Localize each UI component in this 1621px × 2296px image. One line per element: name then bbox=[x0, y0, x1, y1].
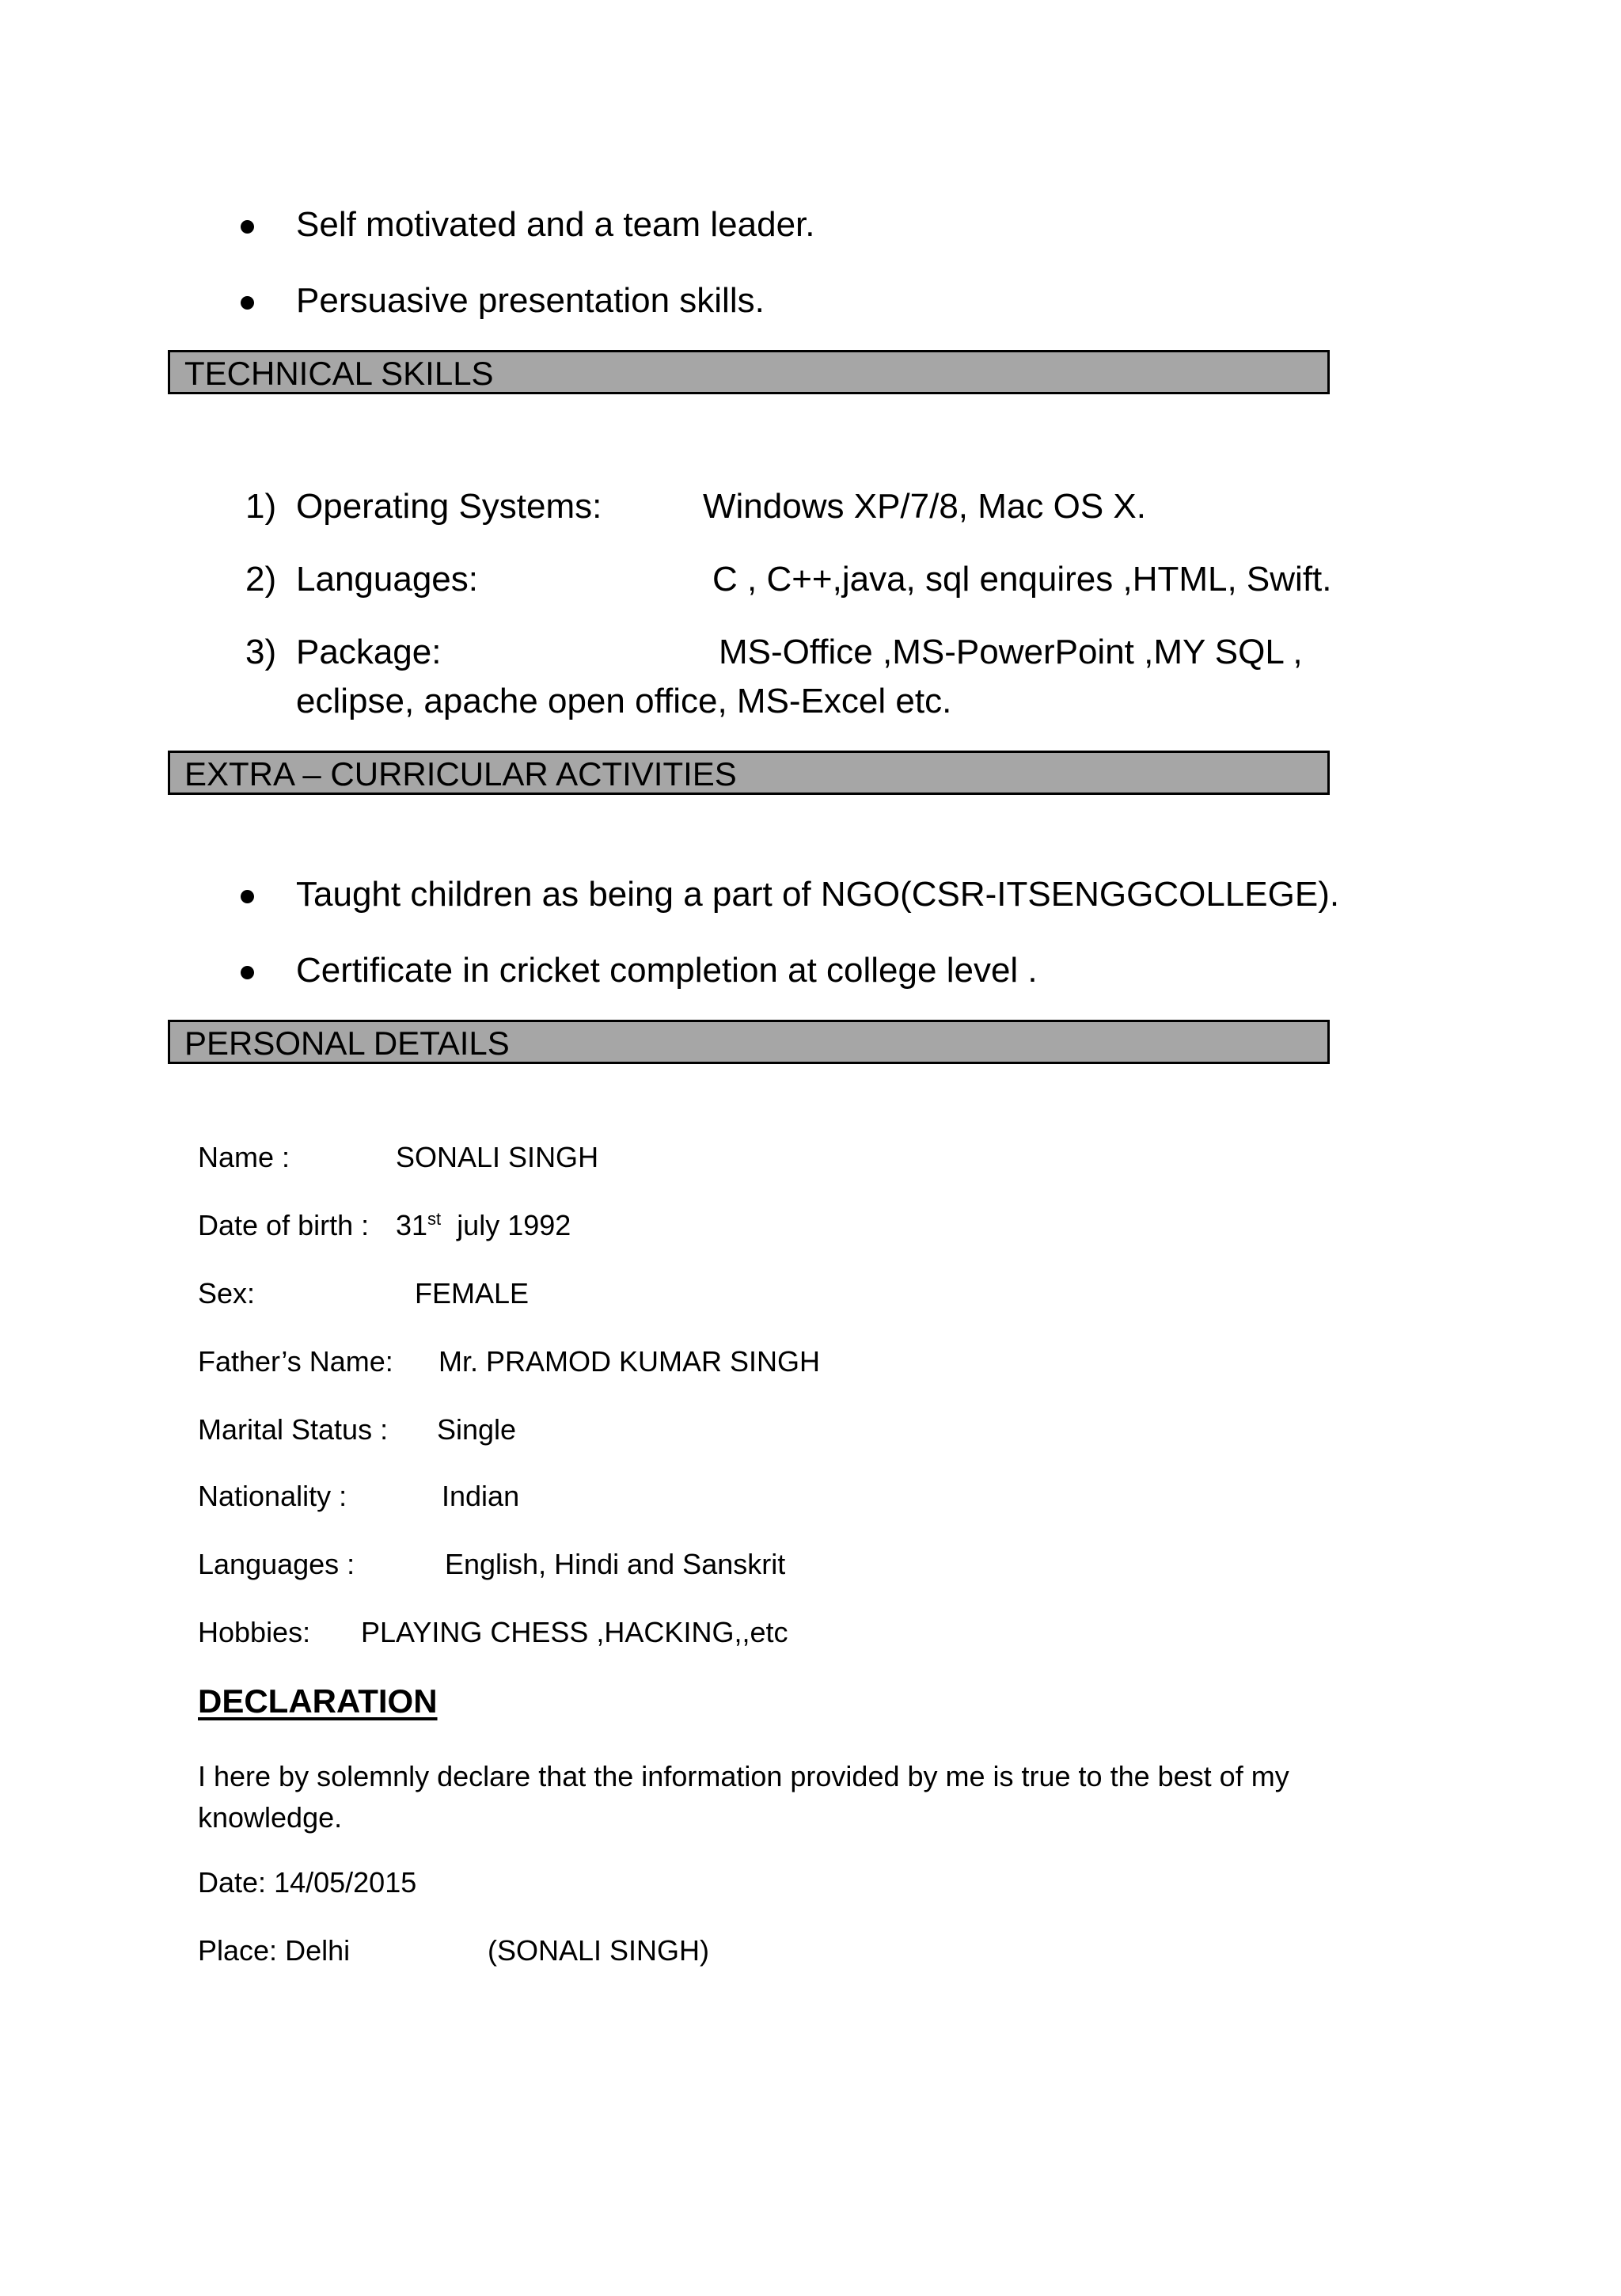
skill-label: Operating Systems: bbox=[296, 487, 602, 526]
date-label: Date: bbox=[198, 1866, 267, 1899]
skill-label: Languages: bbox=[296, 560, 478, 599]
detail-value bbox=[396, 1208, 571, 1243]
detail-label: Name : bbox=[198, 1141, 290, 1173]
section-header-extra-curricular bbox=[168, 751, 1330, 795]
skill-value-continuation: eclipse, apache open office, MS-Excel etc. bbox=[296, 682, 952, 720]
bullet-icon bbox=[241, 220, 254, 234]
list-number: 2) bbox=[245, 560, 277, 599]
detail-label: Date of birth : bbox=[198, 1209, 370, 1241]
place-value: Delhi bbox=[285, 1934, 351, 1967]
bullet-text: Persuasive presentation skills. bbox=[296, 281, 765, 320]
skill-value: MS-Office ,MS-PowerPoint ,MY SQL , bbox=[719, 633, 1303, 671]
section-header-technical-skills bbox=[168, 350, 1330, 394]
signature-name: (SONALI SINGH) bbox=[488, 1934, 710, 1967]
declaration-place-row bbox=[198, 1933, 710, 1968]
declaration-title: DECLARATION bbox=[198, 1682, 438, 1720]
detail-label: Marital Status : bbox=[198, 1413, 389, 1446]
skill-label: Package: bbox=[296, 633, 442, 671]
detail-label: Father’s Name: bbox=[198, 1345, 393, 1378]
bullet-text: Certificate in cricket completion at college level . bbox=[296, 951, 1038, 990]
bullet-text: Self motivated and a team leader. bbox=[296, 205, 815, 244]
declaration-text: I here by solemnly declare that the information provided by me is true to the best of my knowledge. bbox=[198, 1760, 1289, 1834]
detail-value: Indian bbox=[442, 1480, 520, 1512]
bullet-icon bbox=[241, 890, 254, 903]
dob-rest: july 1992 bbox=[457, 1209, 571, 1241]
detail-value: Single bbox=[437, 1413, 517, 1446]
list-number: 3) bbox=[245, 633, 277, 671]
skill-value: C , C++,java, sql enquires ,HTML, Swift. bbox=[712, 560, 1332, 599]
dob-ordinal-suffix: st bbox=[427, 1209, 442, 1229]
detail-value: SONALI SINGH bbox=[396, 1141, 599, 1173]
detail-value: PLAYING CHESS ,HACKING,,etc bbox=[361, 1616, 788, 1648]
bullet-icon bbox=[241, 966, 254, 979]
declaration-date-row bbox=[198, 1865, 416, 1900]
detail-label: Hobbies: bbox=[198, 1616, 311, 1648]
bullet-text: Taught children as being a part of NGO(CSR-ITSENGGCOLLEGE). bbox=[296, 875, 1340, 914]
section-title: TECHNICAL SKILLS bbox=[184, 355, 494, 392]
section-title: PERSONAL DETAILS bbox=[184, 1024, 510, 1062]
section-header-personal-details bbox=[168, 1020, 1330, 1064]
detail-label: Sex: bbox=[198, 1277, 256, 1310]
bullet-icon bbox=[241, 296, 254, 310]
dob-day: 31 bbox=[396, 1209, 428, 1241]
detail-value: Mr. PRAMOD KUMAR SINGH bbox=[438, 1345, 821, 1378]
list-number: 1) bbox=[245, 487, 277, 526]
detail-value: FEMALE bbox=[415, 1277, 530, 1310]
detail-label: Languages : bbox=[198, 1548, 355, 1580]
detail-label: Nationality : bbox=[198, 1480, 347, 1512]
section-title: EXTRA – CURRICULAR ACTIVITIES bbox=[184, 755, 737, 793]
date-value: 14/05/2015 bbox=[274, 1866, 417, 1899]
place-label: Place: bbox=[198, 1934, 278, 1967]
detail-value: English, Hindi and Sanskrit bbox=[445, 1548, 786, 1580]
skill-value: Windows XP/7/8, Mac OS X. bbox=[703, 487, 1146, 526]
